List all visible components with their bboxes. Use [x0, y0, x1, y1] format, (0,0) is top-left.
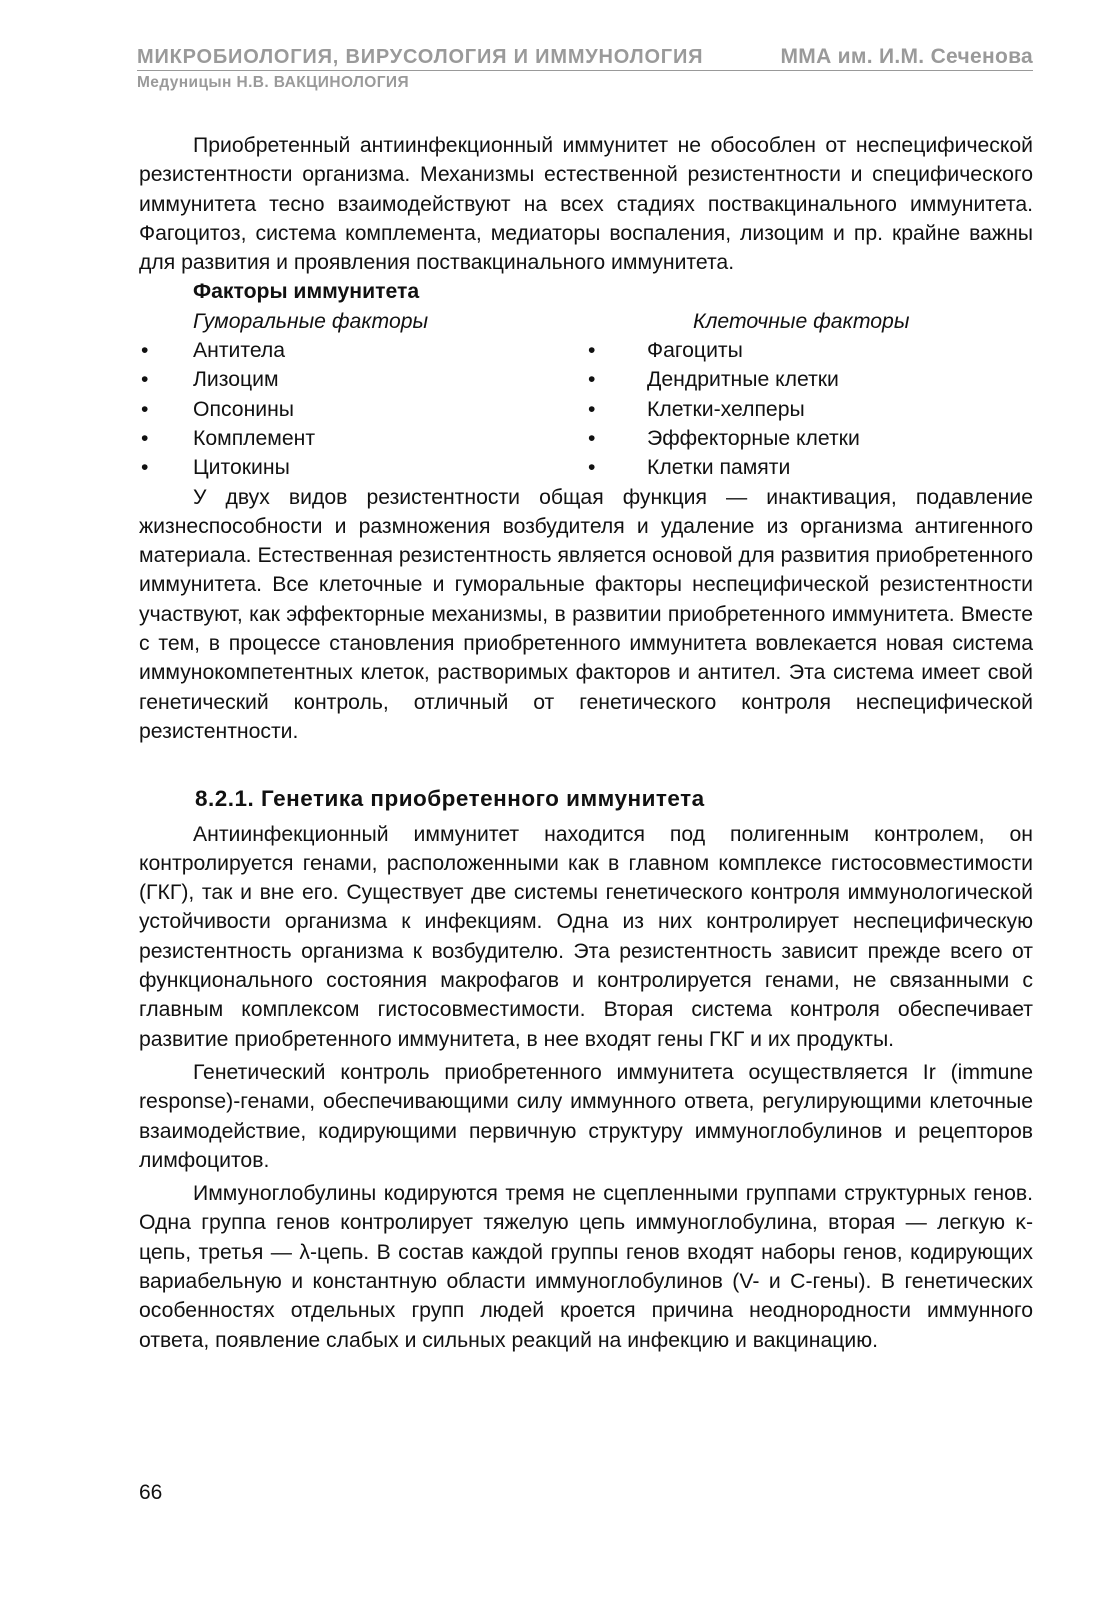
bullet: • — [141, 368, 149, 392]
factors-title: Факторы иммунитета — [193, 280, 420, 304]
factors-list — [139, 336, 1033, 482]
factor-row — [139, 424, 1033, 453]
cellular-item — [586, 453, 1033, 482]
paragraph-3: Антиинфекционный иммунитет находится под полигенным контролем, он контролируется генами, расположенными как в главном комплексе гистосовместимости (ГКГ), так и вне его. Существует две системы генетического контроля иммунологической устойчивости организма к инфекциям. Одна из них контролирует неспецифическую резистентность организма к возбудителю. Эта резистентность зависит прежде всего от функционального состояния макрофагов и контролируется генами, не связанными с главным комплексом гистосовместимости. Вторая система контроля обеспечивает развитие приобретенного иммунитета, в нее входят гены ГКГ и их продукты. — [139, 822, 1033, 1051]
humoral-item-label: Антитела — [193, 339, 286, 363]
humoral-item — [139, 424, 586, 453]
page-header — [137, 45, 1033, 92]
paragraph-4: Генетический контроль приобретенного иммунитета осуществляется Ir (immune response)-генами, обеспечивающими силу иммунного ответа, регулирующими клеточные взаимодействие, кодирующими первичную структуру иммуноглобулинов и рецепторов лимфоцитов. — [139, 1060, 1033, 1172]
humoral-item — [139, 453, 586, 482]
paragraph-1: Приобретенный антиинфекционный иммунитет не обособлен от неспецифической резистентности организма. Механизмы естественной резистентности и специфического иммунитета тесно взаимодействуют на всех стадиях поствакцинального иммунитета. Фагоцитоз, система комплемента, медиаторы воспаления, лизоцим и пр. крайне важны для развития и проявления поствакцинального иммунитета. — [139, 134, 1033, 275]
humoral-item-label: Комплемент — [193, 426, 316, 450]
paragraph-2: У двух видов резистентности общая функция — инактивация, подавление жизнеспособности и размножения возбудителя и удаление из организма антигенного материала. Естественная резистентность является основой для развития приобретенного иммунитета. Все клеточные и гуморальные факторы неспецифической резистентности участвуют, как эффекторные механизмы, в развитии приобретенного иммунитета. Вместе с тем, в процессе становления приобретенного иммунитета вовлекается новая система иммунокомпетентных клеток, растворимых факторов и антител. Эта система имеет свой генетический контроль, отличный от генетического контроля неспецифической резистентности. — [139, 485, 1033, 743]
bullet: • — [141, 456, 149, 480]
factor-row — [139, 336, 1033, 365]
bullet: • — [141, 426, 149, 450]
cellular-item — [586, 395, 1033, 424]
bullet: • — [141, 397, 149, 421]
bullet: • — [588, 339, 596, 363]
header-institution: ММА им. И.М. Сеченова — [780, 45, 1033, 68]
factors-column-headers — [139, 307, 1033, 336]
factor-row — [139, 453, 1033, 482]
cellular-title: Клеточные факторы — [693, 309, 910, 333]
humoral-item — [139, 336, 586, 365]
page-number: 66 — [139, 1481, 163, 1504]
humoral-item — [139, 395, 586, 424]
humoral-title: Гуморальные факторы — [193, 309, 429, 333]
factor-row — [139, 365, 1033, 394]
factor-row — [139, 395, 1033, 424]
cellular-item-label: Клетки памяти — [647, 456, 791, 480]
cellular-item-label: Эффекторные клетки — [647, 426, 860, 450]
cellular-item — [586, 365, 1033, 394]
bullet: • — [588, 368, 596, 392]
humoral-item — [139, 365, 586, 394]
cellular-item-label: Фагоциты — [647, 339, 743, 363]
humoral-item-label: Лизоцим — [193, 368, 279, 392]
bullet: • — [588, 456, 596, 480]
header-top-row — [137, 45, 1033, 71]
bullet: • — [588, 397, 596, 421]
header-subtitle: Медуницын Н.В. ВАКЦИНОЛОГИЯ — [137, 74, 410, 91]
cellular-item-label: Дендритные клетки — [647, 368, 839, 392]
cellular-item-label: Клетки-хелперы — [647, 397, 805, 421]
page-body — [139, 131, 1033, 1355]
section-heading: 8.2.1. Генетика приобретенного иммунитета — [195, 786, 705, 812]
humoral-item-label: Цитокины — [193, 456, 290, 480]
header-title: МИКРОБИОЛОГИЯ, ВИРУСОЛОГИЯ И ИММУНОЛОГИЯ — [137, 46, 704, 68]
humoral-item-label: Опсонины — [193, 397, 295, 421]
paragraph-5: Иммуноглобулины кодируются тремя не сцепленными группами структурных генов. Одна группа генов контролирует тяжелую цепь иммуноглобулина, вторая — легкую κ-цепь, третья — λ-цепь. В состав каждой группы генов входят наборы генов, кодирующих вариабельную и константную области иммуноглобулинов (V- и C-гены). В генетических особенностях отдельных групп людей кроется причина неоднородности иммунного ответа, появление слабых и сильных реакций на инфекцию и вакцинацию. — [139, 1182, 1033, 1352]
bullet: • — [141, 339, 149, 363]
bullet: • — [588, 426, 596, 450]
cellular-item — [586, 424, 1033, 453]
cellular-item — [586, 336, 1033, 365]
